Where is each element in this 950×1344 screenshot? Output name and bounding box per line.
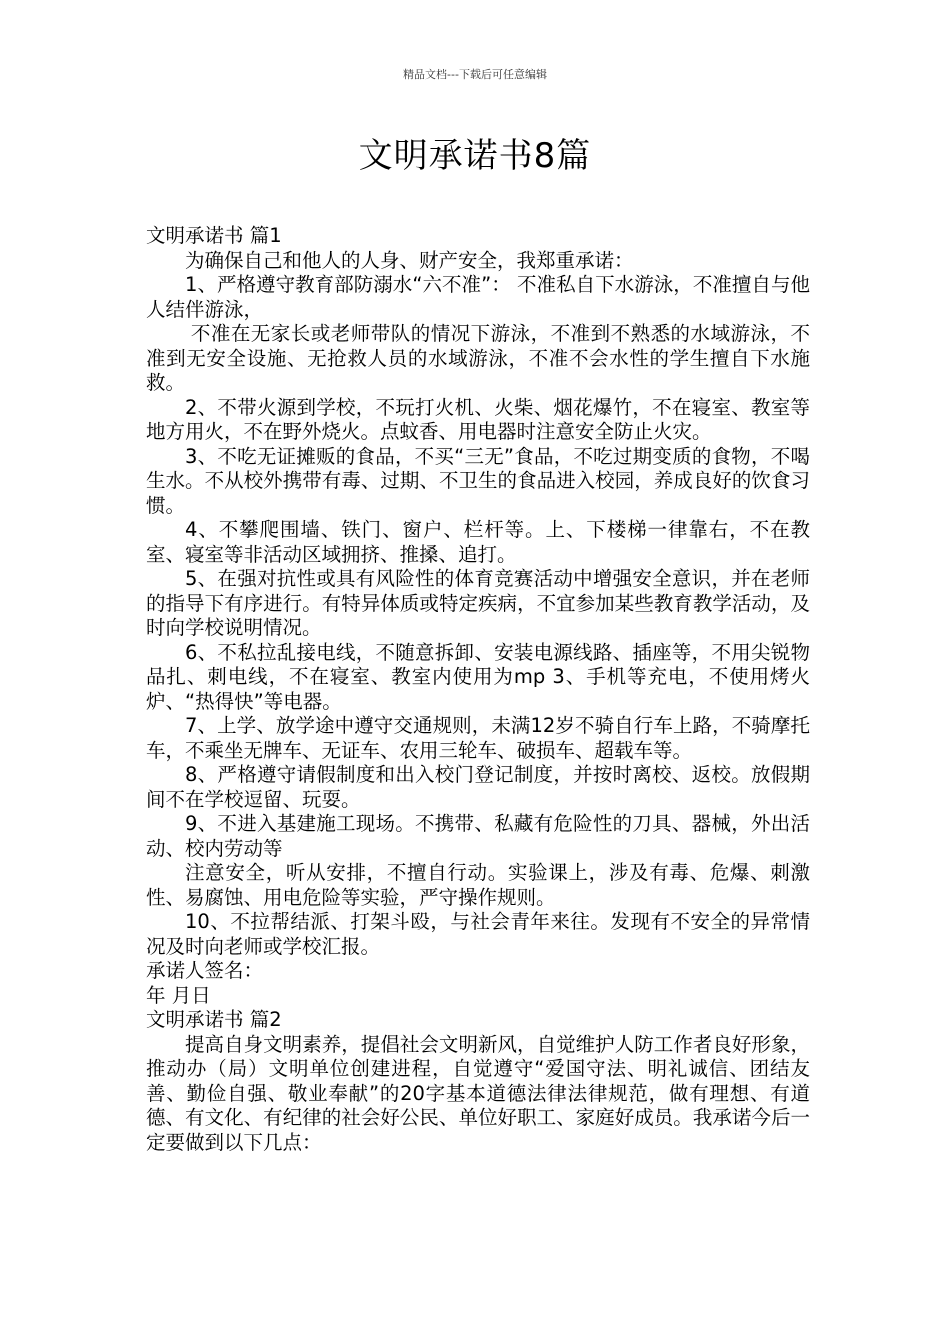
paragraph-item-1: 1、严格遵守教育部防溺水“六不准”： 不准私自下水游泳，不准擅自与他人结伴游泳， <box>146 273 810 321</box>
paragraph-item-8: 8、严格遵守请假制度和出入校门登记制度，并按时离校、返校。放假期间不在学校逗留、玩耍。 <box>146 763 810 811</box>
paragraph-item-9-cont: 注意安全，听从安排，不擅自行动。实验课上，涉及有毒、危爆、刺激性、易腐蚀、用电危险等实验，严守操作规则。 <box>146 861 810 909</box>
paragraph-item-3: 3、不吃无证摊贩的食品，不买“三无”食品，不吃过期变质的食物，不喝生水。不从校外携带有毒、过期、不卫生的食品进入校园，养成良好的饮食习惯。 <box>146 444 810 517</box>
signature-line: 承诺人签名： <box>146 959 264 982</box>
paragraph-section-2-intro: 提高自身文明素养，提倡社会文明新风，自觉维护人防工作者良好形象，推动办（局）文明单位创建进程，自觉遵守“爱国守法、明礼诚信、团结友善、勤俭自强、敬业奉献”的20字基本道德法律法律规范，做有理想、有道德、有文化、有纪律的社会好公民、单位好职工、家庭好成员。我承诺今后一定要做到以下几点： <box>146 1032 810 1154</box>
document-body <box>146 224 810 1155</box>
section-heading-1: 文明承诺书 篇1 <box>146 224 282 247</box>
paragraph-item-6: 6、不私拉乱接电线，不随意拆卸、安装电源线路、插座等，不用尖锐物品扎、刺电线，不在寝室、教室内使用为mp 3、手机等充电，不使用烤火炉、“热得快”等电器。 <box>146 640 810 713</box>
date-line: 年 月日 <box>146 983 211 1007</box>
paragraph-item-4: 4、不攀爬围墙、铁门、窗户、栏杆等。上、下楼梯一律靠右，不在教室、寝室等非活动区域拥挤、推搡、追打。 <box>146 518 810 566</box>
paragraph-item-7: 7、上学、放学途中遵守交通规则，未满12岁不骑自行车上路，不骑摩托车，不乘坐无牌车、无证车、农用三轮车、破损车、超载车等。 <box>146 714 810 762</box>
paragraph-intro: 为确保自己和他人的人身、财产安全，我郑重承诺： <box>185 248 634 272</box>
paragraph-item-1-cont: 不准在无家长或老师带队的情况下游泳，不准到不熟悉的水域游泳，不准到无安全设施、无抢救人员的水域游泳，不准不会水性的学生擅自下水施救。 <box>146 322 810 394</box>
section-heading-2: 文明承诺书 篇2 <box>146 1008 282 1031</box>
paragraph-item-2: 2、不带火源到学校，不玩打火机、火柴、烟花爆竹，不在寝室、教室等地方用火，不在野外烧火。点蚊香、用电器时注意安全防止火灾。 <box>146 395 810 443</box>
paragraph-item-5: 5、在强对抗性或具有风险性的体育竞赛活动中增强安全意识，并在老师的指导下有序进行。有特异体质或特定疾病，不宜参加某些教育教学活动，及时向学校说明情况。 <box>146 567 810 639</box>
document-title: 文明承诺书8篇 <box>358 136 592 176</box>
paragraph-item-10: 10、不拉帮结派、打架斗殴，与社会青年来往。发现有不安全的异常情况及时向老师或学校汇报。 <box>146 910 810 958</box>
paragraph-item-9: 9、不进入基建施工现场。不携带、私藏有危险性的刀具、器械，外出活动、校内劳动等 <box>146 812 810 860</box>
header-note: 精品文档---下载后可任意编辑 <box>403 68 547 81</box>
